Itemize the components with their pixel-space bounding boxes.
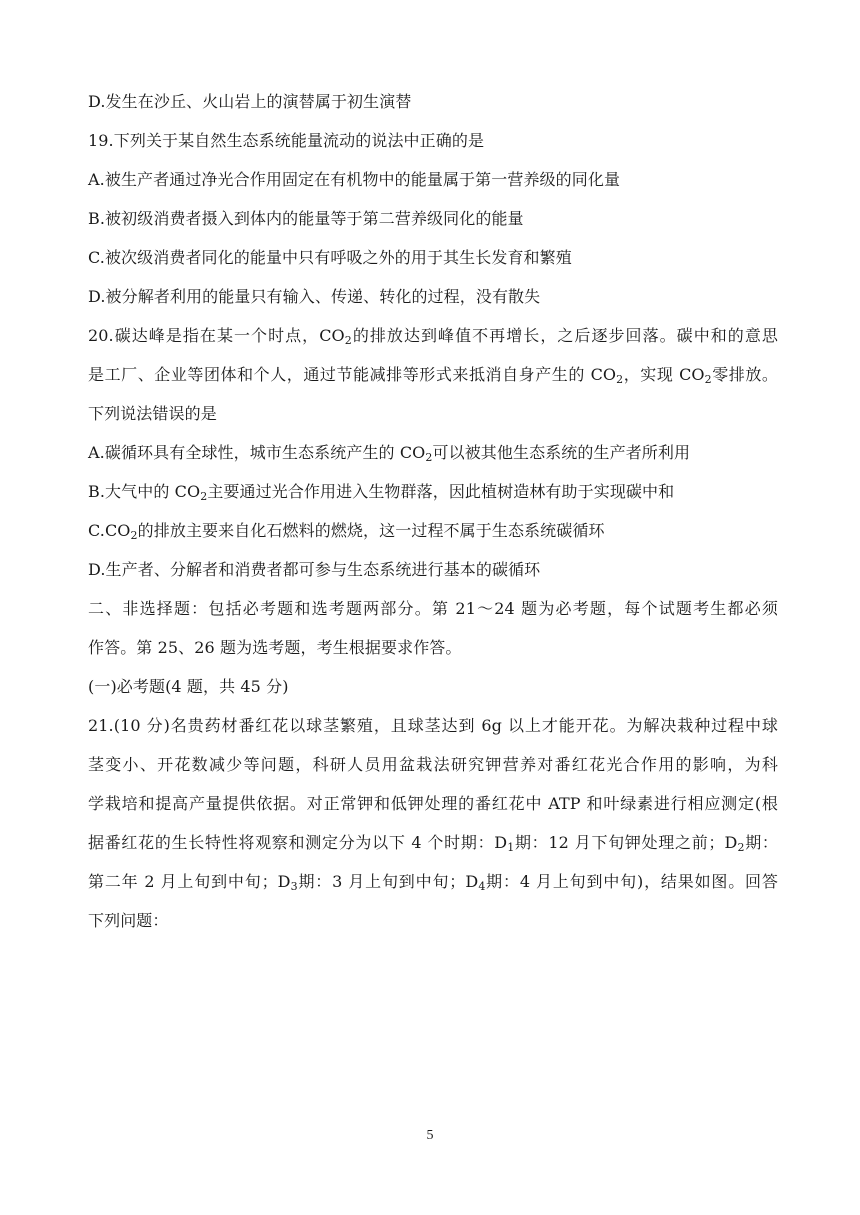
q21-line-4	[88, 833, 778, 853]
q20-stem-1b: 的排放达到峰值不再增长，之后逐步回落。碳中和的意思	[351, 326, 778, 345]
q19-option-b: B.被初级消费者摄入到体内的能量等于第二营养级同化的能量	[88, 209, 524, 228]
page-number: 5	[426, 1128, 434, 1143]
subscript: 2	[704, 373, 712, 386]
q20-option-c-part1: C.CO	[88, 521, 131, 540]
q20-stem-line-2	[88, 365, 778, 385]
q20-stem-2c: 零排放。	[711, 365, 779, 384]
q20-stem-1a: 20.碳达峰是指在某一个时点，CO	[88, 326, 345, 345]
q20-option-c-part2: 的排放主要来自化石燃料的燃烧，这一过程不属于生态系统碳循环	[137, 521, 605, 540]
q20-option-b	[88, 482, 778, 502]
section2-instructions-line-2: 作答。第 25、26 题为选考题，考生根据要求作答。	[88, 638, 462, 657]
q21-line-5a: 第二年 2 月上旬到中旬；D	[88, 872, 291, 891]
required-questions-heading: (一)必考题(4 题，共 45 分)	[88, 677, 289, 696]
q20-option-a-part2: 可以被其他生态系统的生产者所利用	[432, 443, 691, 462]
q18-option-d: D.发生在沙丘、火山岩上的演替属于初生演替	[88, 92, 412, 111]
subscript: 1	[507, 841, 515, 854]
subscript: 2	[130, 529, 138, 542]
q21-line-4b: 期：12 月下旬钾处理之前；D	[514, 833, 738, 852]
q21-line-5	[88, 872, 778, 892]
subscript: 2	[344, 334, 352, 347]
subscript: 2	[616, 373, 624, 386]
subscript: 2	[737, 841, 745, 854]
q20-option-a	[88, 443, 778, 463]
q21-line-5c: 期：4 月上旬到中旬)，结果如图。回答	[485, 872, 778, 891]
subscript: 2	[425, 451, 433, 464]
q20-stem-line-3: 下列说法错误的是	[88, 404, 217, 423]
q21-line-3: 学栽培和提高产量提供依据。对正常钾和低钾处理的番红花中 ATP 和叶绿素进行相应测定(根	[88, 794, 778, 813]
q21-line-4a: 据番红花的生长特性将观察和测定分为以下 4 个时期：D	[88, 833, 508, 852]
q20-stem-2b: ，实现 CO	[623, 365, 705, 384]
q21-line-4c: 期：	[744, 833, 779, 852]
q21-line-5b: 期：3 月上旬到中旬；D	[297, 872, 479, 891]
q21-line-6: 下列问题：	[88, 911, 169, 930]
subscript: 3	[290, 880, 298, 893]
q20-option-b-part1: B.大气中的 CO	[88, 482, 201, 501]
q20-option-c	[88, 521, 778, 541]
q19-stem: 19.下列关于某自然生态系统能量流动的说法中正确的是	[88, 131, 485, 150]
q19-option-d: D.被分解者利用的能量只有输入、传递、转化的过程，没有散失	[88, 287, 541, 306]
section2-instructions-line-1: 二、非选择题：包括必考题和选考题两部分。第 21～24 题为必考题，每个试题考生都必须	[88, 599, 778, 618]
q20-option-b-part2: 主要通过光合作用进入生物群落，因此植树造林有助于实现碳中和	[207, 482, 675, 501]
subscript: 4	[478, 880, 486, 893]
q21-line-1: 21.(10 分)名贵药材番红花以球茎繁殖，且球茎达到 6g 以上才能开花。为解决栽种过程中球	[88, 716, 778, 735]
q19-option-a: A.被生产者通过净光合作用固定在有机物中的能量属于第一营养级的同化量	[88, 170, 621, 189]
q20-option-a-part1: A.碳循环具有全球性，城市生态系统产生的 CO	[88, 443, 426, 462]
q20-option-d: D.生产者、分解者和消费者都可参与生态系统进行基本的碳循环	[88, 560, 541, 579]
q21-line-2: 茎变小、开花数减少等问题，科研人员用盆栽法研究钾营养对番红花光合作用的影响，为科	[88, 755, 778, 774]
q20-stem-2a: 是工厂、企业等团体和个人，通过节能减排等形式来抵消自身产生的 CO	[88, 365, 617, 384]
q20-stem-line-1	[88, 326, 778, 346]
q19-option-c: C.被次级消费者同化的能量中只有呼吸之外的用于其生长发育和繁殖	[88, 248, 572, 267]
subscript: 2	[200, 490, 208, 503]
